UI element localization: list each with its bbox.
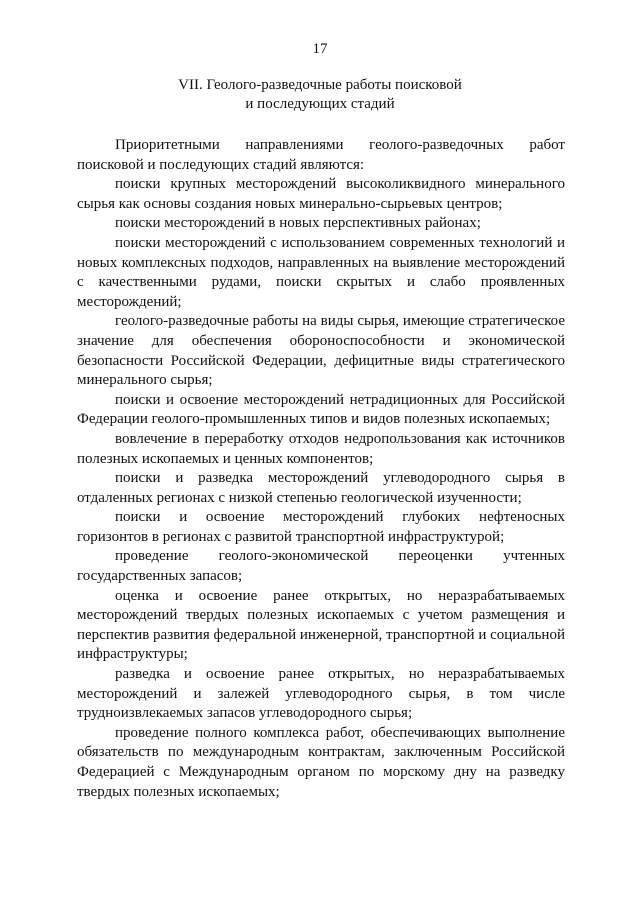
list-item: геолого-разведочные работы на виды сырья, имеющие стратегическое значение для обеспечения обороноспособности и экономической безопасности Российской Федерации, дефицитные виды стратегического минерального сырья; (77, 313, 565, 389)
section-title-line-2: и последующих стадий (245, 96, 395, 112)
section-title-line-1: VII. Геолого-разведочные работы поисковой (178, 77, 462, 93)
list-item: проведение геолого-экономической переоценки учтенных государственных запасов; (77, 548, 565, 585)
paragraph-intro: Приоритетными направлениями геолого-разведочных работ поисковой и последующих стадий являются: (77, 137, 565, 173)
list-item: поиски крупных месторождений высоколиквидного минерального сырья как основы создания новых минерально-сырьевых центров; (77, 176, 565, 212)
body-text (77, 136, 565, 802)
list-item: поиски и освоение месторождений нетрадиционных для Российской Федерации геолого-промышленных типов и видов полезных ископаемых; (77, 391, 565, 428)
list-item: поиски и разведка месторождений углеводородного сырья в отдаленных регионах с низкой степенью геологической изученности; (77, 470, 565, 506)
list-item: вовлечение в переработку отходов недропользования как источников полезных ископаемых и ценных компонентов; (77, 430, 565, 467)
list-item: поиски месторождений в новых перспективных районах; (115, 215, 481, 232)
list-item: разведка и освоение ранее открытых, но неразрабатываемых месторождений и залежей углеводородного сырья, в том числе трудноизвлекаемых запасов углеводородного сырья; (77, 666, 565, 722)
list-item: поиски месторождений с использованием современных технологий и новых комплексных подходов, направленных на выявление месторождений с качественными рудами, поиски скрытых и слабо проявленных месторождений; (77, 234, 565, 310)
list-item: поиски и освоение месторождений глубоких нефтеносных горизонтов в регионах с развитой транспортной инфраструктурой; (77, 509, 565, 545)
page-number: 17 (312, 41, 328, 57)
list-item: оценка и освоение ранее открытых, но неразрабатываемых месторождений твердых полезных ископаемых с учетом размещения и перспектив развития федеральной инженерной, транспортной и социальной инфраструктуры; (77, 587, 565, 663)
section-title (0, 76, 640, 114)
list-item: проведение полного комплекса работ, обеспечивающих выполнение обязательств по международным контрактам, заключенным Российской Федерацией с Международным органом по морскому дну на разведку твердых полезных ископаемых; (77, 724, 565, 800)
